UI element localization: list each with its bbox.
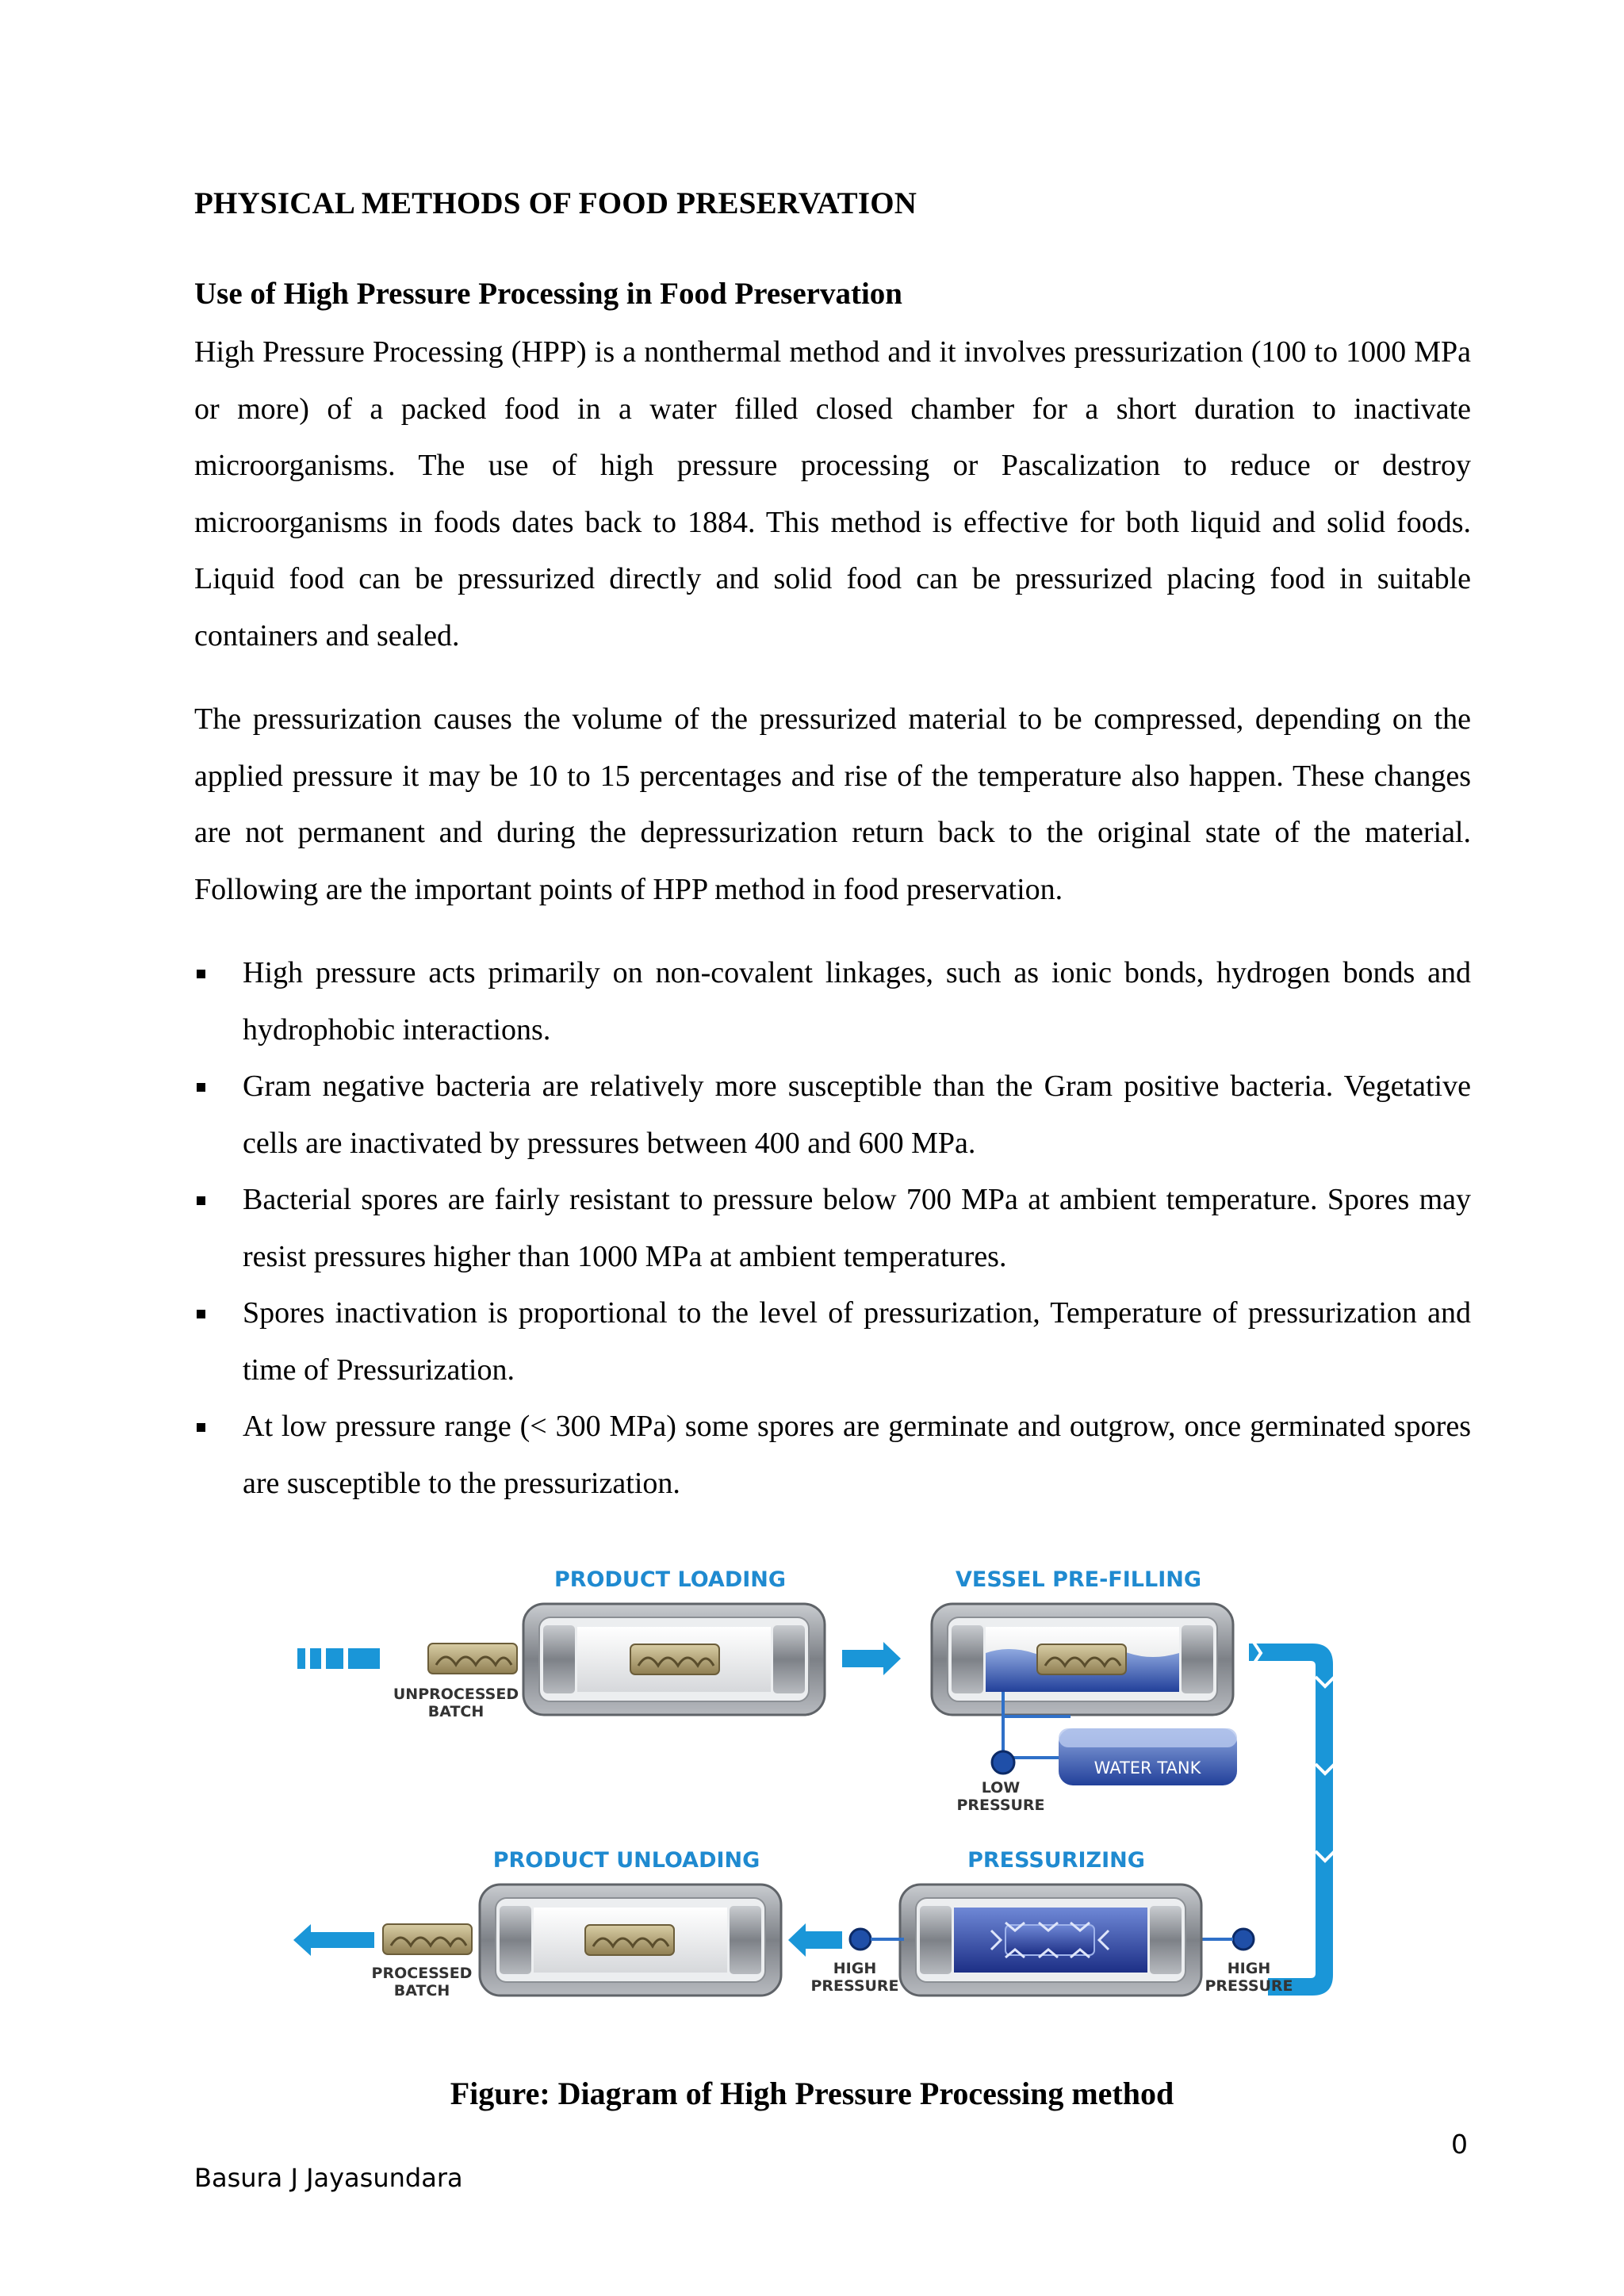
return-flow-arrow xyxy=(1249,1644,1333,1996)
input-flow-arrow xyxy=(297,1648,380,1669)
list-item xyxy=(194,1058,1471,1172)
flow-arrow-to-unloading xyxy=(788,1923,842,1957)
unprocessed-batch-label-line2: BATCH xyxy=(427,1703,485,1720)
stage-heading-vessel-prefilling: VESSEL PRE-FILLING xyxy=(956,1567,1201,1592)
list-item-text: Spores inactivation is proportional to the level of pressurization, Temperature of pressurization and time of Pressurization. xyxy=(243,1296,1471,1387)
flow-arrow-to-prefilling xyxy=(842,1642,901,1675)
stage-heading-product-unloading: PRODUCT UNLOADING xyxy=(492,1848,760,1873)
list-item-text: Gram negative bacteria are relatively more susceptible than the Gram positive bacteria. Vegetative cells are inactivated by pressures between 400 and 600 MPa. xyxy=(243,1070,1471,1160)
high-pressure-label-left: HIGH xyxy=(833,1960,877,1977)
list-item-text: High pressure acts primarily on non-covalent linkages, such as ionic bonds, hydrogen bonds and hydrophobic interactions. xyxy=(243,956,1471,1047)
processed-batch-label: PROCESSED xyxy=(371,1965,473,1982)
bullet-icon xyxy=(197,970,205,978)
hpp-process-diagram xyxy=(278,1550,1376,2010)
footer-author: Basura J Jayasundara xyxy=(194,2163,463,2193)
high-pressure-label-right: HIGH xyxy=(1227,1960,1271,1977)
list-item xyxy=(194,1399,1471,1512)
output-flow-arrow xyxy=(293,1924,374,1956)
list-item xyxy=(194,1285,1471,1399)
page-title: PHYSICAL METHODS OF FOOD PRESERVATION xyxy=(194,186,917,220)
high-pressure-label-right-line2: PRESSURE xyxy=(1205,1977,1293,1995)
low-pressure-label-line2: PRESSURE xyxy=(956,1797,1045,1814)
bullet-icon xyxy=(197,1310,205,1318)
high-pressure-pump-icon-left xyxy=(850,1929,871,1950)
high-pressure-pump-icon-right xyxy=(1233,1929,1254,1950)
paragraph-pressurization: The pressurization causes the volume of the pressurized material to be compressed, depending on the applied pressure it may be 10 to 15 percentages and rise of the temperature also happen. These changes are not permanent and during the depressurization return back to the original state of the material. Following are the important points of HPP method in food preservation. xyxy=(194,702,1471,906)
vessel-product-loading xyxy=(523,1604,825,1715)
bullet-icon xyxy=(197,1196,205,1205)
vessel-pre-filling xyxy=(932,1604,1233,1715)
low-pressure-label: LOW xyxy=(981,1779,1021,1797)
list-item-text: At low pressure range (< 300 MPa) some spores are germinate and outgrow, once germinated spores are susceptible to the pressurization. xyxy=(243,1410,1471,1500)
vessel-pressurizing xyxy=(900,1885,1201,1996)
unprocessed-batch-label: UNPROCESSED xyxy=(393,1686,519,1703)
water-tank-label: WATER TANK xyxy=(1094,1758,1201,1777)
stage-heading-product-loading: PRODUCT LOADING xyxy=(553,1567,787,1592)
high-pressure-label-left-line2: PRESSURE xyxy=(810,1977,899,1995)
key-points-list xyxy=(194,945,1471,1512)
section-heading: Use of High Pressure Processing in Food Preservation xyxy=(194,277,902,311)
bullet-icon xyxy=(197,1423,205,1432)
low-pressure-pump-icon xyxy=(992,1751,1014,1774)
page-number: 0 xyxy=(1451,2129,1468,2160)
bullet-icon xyxy=(197,1083,205,1092)
unprocessed-batch-icon xyxy=(428,1644,517,1674)
vessel-product-unloading xyxy=(480,1885,781,1996)
list-item xyxy=(194,1172,1471,1285)
paragraph-intro: High Pressure Processing (HPP) is a nonthermal method and it involves pressurization (100 to 1000 MPa or more) of a packed food in a water filled closed chamber for a short duration to inactivate microorganisms. The use of high pressure processing or Pascalization to reduce or destroy microorganisms in foods dates back to 1884. This method is effective for both liquid and solid foods. Liquid food can be pressurized directly and solid food can be pressurized placing food in suitable containers and sealed. xyxy=(194,335,1471,652)
list-item-text: Bacterial spores are fairly resistant to pressure below 700 MPa at ambient temperature. Spores may resist pressures higher than 1000 MPa at ambient temperatures. xyxy=(243,1183,1471,1273)
processed-batch-label-line2: BATCH xyxy=(393,1982,450,1999)
list-item xyxy=(194,945,1471,1058)
figure-caption: Figure: Diagram of High Pressure Processing method xyxy=(450,2076,1174,2111)
stage-heading-pressurizing: PRESSURIZING xyxy=(967,1848,1145,1873)
processed-batch-icon xyxy=(383,1924,472,1954)
